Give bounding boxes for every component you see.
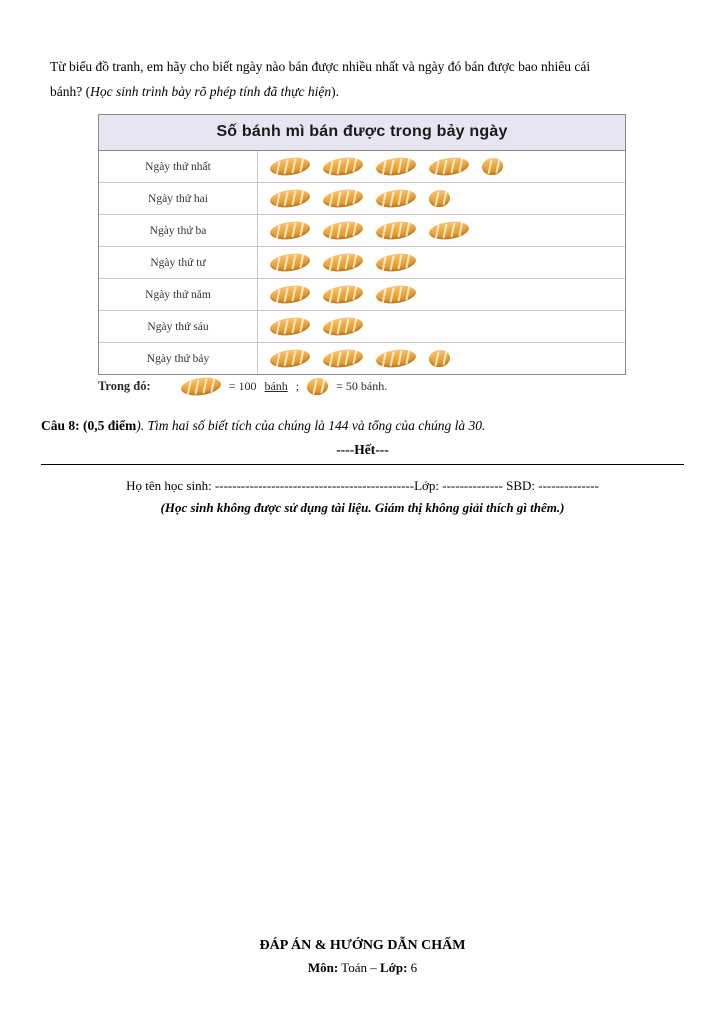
bread-icon (375, 219, 417, 241)
bread-icon (322, 251, 364, 273)
subject-label: Môn: (307, 960, 339, 975)
question-8-label: Câu 8: (0,5 điểm (41, 418, 137, 433)
bread-icon (375, 251, 417, 273)
chart-row (99, 183, 625, 215)
bread-icon (322, 219, 364, 241)
chart-row-icons (258, 343, 625, 374)
answer-key-subtitle (0, 960, 725, 976)
chart-row-icons (258, 279, 625, 310)
question-8 (41, 418, 681, 434)
grade-value: 6 (407, 960, 418, 975)
legend-half-value: = 50 bánh. (336, 379, 388, 393)
bread-icon (269, 155, 311, 177)
bread-icon (428, 219, 470, 241)
chart-title: Số bánh mì bán được trong bảy ngày (99, 115, 625, 151)
legend-full-unit: bánh (264, 379, 288, 393)
chart-row (99, 343, 625, 374)
bread-icon (428, 155, 470, 177)
end-marker: ----Hết--- (336, 442, 389, 457)
answer-key-title: ĐÁP ÁN & HƯỚNG DẪN CHẤM (259, 938, 466, 953)
bread-icon (322, 187, 364, 209)
exam-note: (Học sinh không được sử dụng tài liệu. Giám thị không giải thích gì thêm.) (160, 500, 565, 515)
bread-icon (269, 347, 311, 369)
chart-row-icons (258, 151, 625, 182)
chart-row-icons (258, 215, 625, 246)
chart-row (99, 311, 625, 343)
bread-half-icon (428, 189, 451, 209)
bread-icon (269, 283, 311, 305)
intro-line-2-prefix: bánh? ( (50, 83, 91, 99)
chart-rows (99, 151, 625, 374)
subject-value: Toán – (338, 960, 380, 975)
bread-half-icon (428, 349, 451, 369)
intro-paragraph (50, 55, 680, 105)
chart-legend (98, 378, 626, 395)
bread-half-icon (306, 377, 329, 397)
chart-row (99, 151, 625, 183)
pictogram-chart (98, 114, 626, 375)
legend-prefix: Trong đó: (98, 379, 151, 393)
bread-icon (375, 155, 417, 177)
bread-icon (322, 155, 364, 177)
chart-row-icons (258, 183, 625, 214)
grade-label: Lớp: (379, 960, 408, 975)
divider (41, 464, 684, 465)
bread-icon (269, 251, 311, 273)
bread-icon (269, 187, 311, 209)
chart-row-icons (258, 247, 625, 278)
bread-icon (322, 347, 364, 369)
intro-line-1: Từ biểu đồ tranh, em hãy cho biết ngày nào bán được nhiều nhất và ngày đó bán được bao nhiêu cái (50, 59, 591, 74)
chart-row (99, 279, 625, 311)
bread-icon (322, 283, 364, 305)
chart-row-label: Ngày thứ sáu (99, 311, 258, 342)
legend-full-value: = 100 (228, 379, 257, 393)
bread-icon (375, 283, 417, 305)
legend-full-tail: ; (295, 379, 300, 393)
bread-icon (269, 315, 311, 337)
chart-row-label: Ngày thứ bảy (99, 343, 258, 374)
question-8-text: ). Tìm hai số biết tích của chúng là 144 và tổng của chúng là 30. (136, 418, 486, 433)
chart-row-label: Ngày thứ năm (99, 279, 258, 310)
chart-row (99, 215, 625, 247)
student-info-line: Họ tên học sinh: ----------------------------------------------Lớp: -------------- SBD: -------------- (126, 478, 599, 493)
chart-row-label: Ngày thứ hai (99, 183, 258, 214)
intro-line-2-italic: Học sinh trình bày rõ phép tính đã thực hiện (90, 83, 332, 99)
bread-icon (269, 219, 311, 241)
chart-row-icons (258, 311, 625, 342)
chart-row-label: Ngày thứ ba (99, 215, 258, 246)
bread-half-icon (481, 157, 504, 177)
chart-row-label: Ngày thứ tư (99, 247, 258, 278)
chart-row-label: Ngày thứ nhất (99, 151, 258, 182)
bread-icon (375, 187, 417, 209)
bread-icon (322, 315, 364, 337)
bread-icon (375, 347, 417, 369)
chart-row (99, 247, 625, 279)
intro-line-2-suffix: ). (331, 83, 339, 99)
bread-icon (180, 375, 222, 397)
